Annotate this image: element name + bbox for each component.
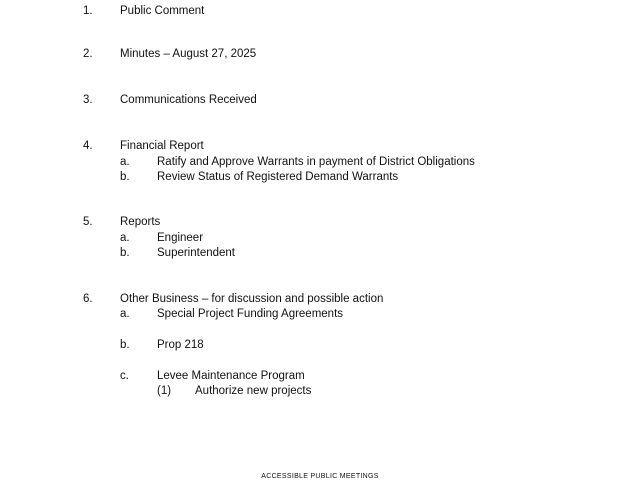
agenda-item-title: Financial Report bbox=[120, 140, 204, 152]
agenda-item-title: Public Comment bbox=[120, 5, 205, 17]
agenda-subitem-letter: a. bbox=[120, 156, 130, 168]
agenda-item-number: 5. bbox=[83, 216, 93, 228]
agenda-subitem-title: Review Status of Registered Demand Warrants bbox=[157, 171, 399, 183]
agenda-subitem-letter: b. bbox=[120, 339, 130, 351]
agenda-subitem-letter: b. bbox=[120, 171, 130, 183]
agenda-item-number: 2. bbox=[83, 48, 93, 60]
agenda-item-title: Communications Received bbox=[120, 94, 257, 106]
agenda-item-title: Minutes – August 27, 2025 bbox=[120, 48, 257, 60]
agenda-item-number: 4. bbox=[83, 140, 93, 152]
agenda-subitem-title: Prop 218 bbox=[157, 339, 204, 351]
agenda-subitem-letter: c. bbox=[120, 370, 129, 382]
agenda-item-number: 6. bbox=[83, 293, 93, 305]
agenda-subitem-title: Special Project Funding Agreements bbox=[157, 308, 344, 320]
agenda-subitem-letter: b. bbox=[120, 247, 130, 259]
agenda-subsubitem-number: (1) bbox=[157, 385, 172, 397]
agenda-item-number: 1. bbox=[83, 5, 93, 17]
agenda-item-number: 3. bbox=[83, 94, 93, 106]
agenda-subitem-letter: a. bbox=[120, 232, 130, 244]
agenda-subitem-title: Engineer bbox=[157, 232, 204, 244]
agenda-subsubitem-title: Authorize new projects bbox=[195, 385, 312, 397]
agenda-item-title: Reports bbox=[120, 216, 161, 228]
agenda-subitem-title: Levee Maintenance Program bbox=[157, 370, 305, 382]
agenda-subitem-title: Ratify and Approve Warrants in payment of District Obligations bbox=[157, 156, 475, 168]
agenda-subitem-title: Superintendent bbox=[157, 247, 236, 259]
footer-heading: ACCESSIBLE PUBLIC MEETINGS bbox=[261, 473, 379, 480]
agenda-item-title: Other Business – for discussion and possible action bbox=[120, 293, 384, 305]
agenda-subitem-letter: a. bbox=[120, 308, 130, 320]
